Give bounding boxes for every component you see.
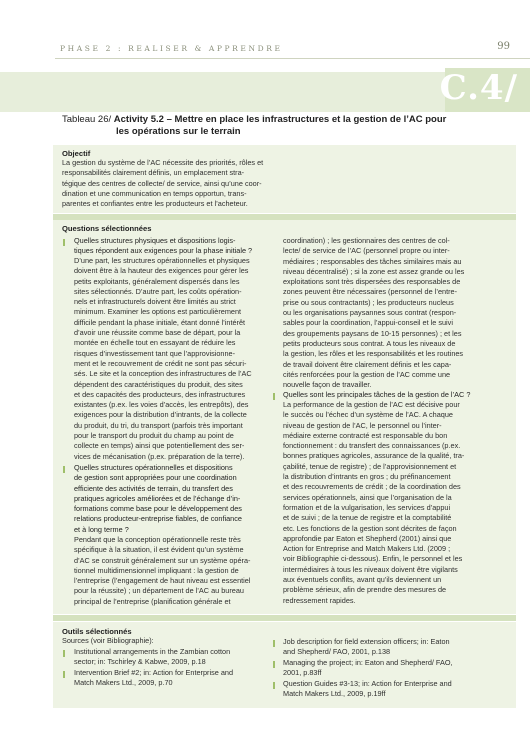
tool-item: Institutional arrangements in the Zambian cotton sector; in: Tschirley & Kabwe, 2009, p.18	[74, 647, 231, 667]
tool-item: Job description for field extension officers; in: Eaton and Shepherd/ FAO, 2001, p.138	[283, 637, 450, 657]
bullet-marker	[63, 650, 65, 657]
objectif-heading: Objectif	[62, 149, 91, 158]
answer-1-continued: coordination) ; les gestionnaires des centres de col- lecte/ de service de l’AC (personnel propre ou inter- médiaires ; responsables des tâches similaires mais au niveau décentralisé) ; si la zone est assez grande ou les exploitations sont très dispersées des responsables de zones peuvent être nécessaires (personnel de l’entre- prise ou sous contractants) ; les producteurs nucleus ou les organisations paysannes sous contrat (respon- sables pour la coordination, l’appui-conseil et le suivi des groupements paysans de 10-15 personnes) ; et les petits producteurs sous contrat. A tous les niveaux de la gestion, les rôles et les responsabilités et les routines de travail doivent être clairement définis et les capa- cités renforcées pour la gestion de l’AC comme une nouvelle façon de travailler.	[283, 236, 465, 390]
objectif-text: La gestion du système de l’AC nécessite des priorités, rôles et responsabilités clairement définis, un emplacement stra- tégique des centres de collecte/ de service, ainsi qu’une coor- dination et une communication en temps opportun, trans- parentes et confiantes entre les producteurs et l’acheteur.	[62, 158, 264, 209]
tool-item: Question Guides #3-13; in: Action for Enterprise and Match Makers Ltd., 2009, p.19ff	[283, 679, 452, 699]
answer-3: La performance de la gestion de l’AC est décisive pour le succès ou l’échec d’un système de l’AC. A chaque niveau de gestion de l’AC, le personnel ou l’inter- médiaire externe contracté est responsable du bon fonctionnement : du transfert des connaissances (p.ex. bonnes pratiques agricoles, assurance de la qualité, tra- çabilité, tenue de registre) ; de l’approvisionnement et la distribution d’intrants en gros ; du préfinancement et des recouvrements de crédit ; de la coordination des services opérationnels, ainsi que l’organisation de la formation et de la vulgarisation, les services d’appui et de suivi ; de la tenue de registre et la comptabilité etc. Les fonctions de la gestion sont décrites de façon approfondie par Eaton et Shepherd (2001) ainsi que Action for Entreprise and Match Makers Ltd. (2009 ; voir Bibliographie ci-dessous). Enfin, le personnel et les intermédiaires à tous les niveaux doivent être vigilants aux éventuels conflits, avant qu’ils deviennent un problème sérieux, afin de prendre des mesures de redressement rapides.	[283, 400, 465, 605]
sources-label: Sources (voir Bibliographie):	[62, 636, 154, 645]
bullet-marker	[63, 466, 65, 473]
bullet-marker	[273, 682, 275, 689]
tool-item: Intervention Brief #2; in: Action for Enterprise and Match Makers Ltd., 2009, p.70	[74, 668, 233, 688]
table-prefix: Tableau 26/	[62, 114, 112, 125]
section-divider	[53, 615, 516, 621]
bullet-marker	[273, 640, 275, 647]
bullet-marker	[63, 671, 65, 678]
bullet-marker	[273, 661, 275, 668]
question-1: Quelles structures physiques et dispositions logis- tiques répondent aux exigences pour la phase initiale ?	[74, 236, 253, 256]
question-2: Quelles structures opérationnelles et dispositions de gestion sont appropriées pour une coordination efficiente des activités de terrain, du transfert des pratiques agricoles améliorées et de l’échange d’in- formations comme base pour le développement des relations producteur-entreprise fiables, de confiance et à long terme ?	[74, 463, 242, 534]
bullet-marker	[273, 393, 275, 400]
table-title-line1: Activity 5.2 – Mettre en place les infrastructures et la gestion de l’AC pour	[113, 114, 447, 125]
chapter-tab: C.4/	[439, 68, 518, 108]
questions-heading: Questions sélectionnées	[62, 224, 152, 233]
page-number: 99	[497, 41, 510, 52]
header-rule	[55, 58, 530, 59]
outils-heading: Outils sélectionnés	[62, 627, 132, 636]
question-3: Quelles sont les principales tâches de la gestion de l’AC ?	[283, 390, 471, 399]
answer-1: D’une part, les structures opérationnelles et physiques doivent être à la hauteur des exigences pour gérer les petits exploitants, généralement dispersés dans les sites sélectionnés. D’autre part, les coûts opération- nels et infrastructurels doivent être limités au strict minimum. Examiner les options est particulièrement difficile pendant la phase initiale, étant donné l’intérêt d’avoir une réussite comme base de départ, pour la montée en échelle tout en essayant de réduire les risques d’investissement tant que l’approvisionne- ment et le recouvrement de crédit ne sont pas sécuri- sés. Le site et la conception des infrastructures de l’AC dépendent des caractéristiques du produit, des sites et des capacités des producteurs, des infrastructures existantes (p.ex. les voies d’accès, les entrepôts), des exigences pour la distribution d’intrants, de la collecte du produit, du tri, du transport (parfois très important pour le transport du produit du champ au point de collecte en temps) ainsi que potentiellement des ser- vices de mécanisation (p.ex. préparation de la terre).	[74, 256, 252, 461]
table-title	[62, 114, 492, 137]
bullet-marker	[63, 239, 65, 246]
table-title-line2: les opérations sur le terrain	[116, 125, 241, 137]
answer-2: Pendant que la conception opérationnelle reste très spécifique à la situation, il est évident qu’un système d’AC se construit généralement sur un système opéra- tionnel multidimensionnel impliquant : la gestion de l’entreprise (l’engagement de haut niveau est essentiel pour la réussite) ; un département de l’AC au bureau principal de l’entreprise (planification générale et	[74, 535, 251, 606]
running-head: PHASE 2 : REALISER & APPRENDRE	[60, 44, 283, 53]
tool-item: Managing the project; in: Eaton and Shepherd/ FAO, 2001, p.83ff	[283, 658, 453, 678]
